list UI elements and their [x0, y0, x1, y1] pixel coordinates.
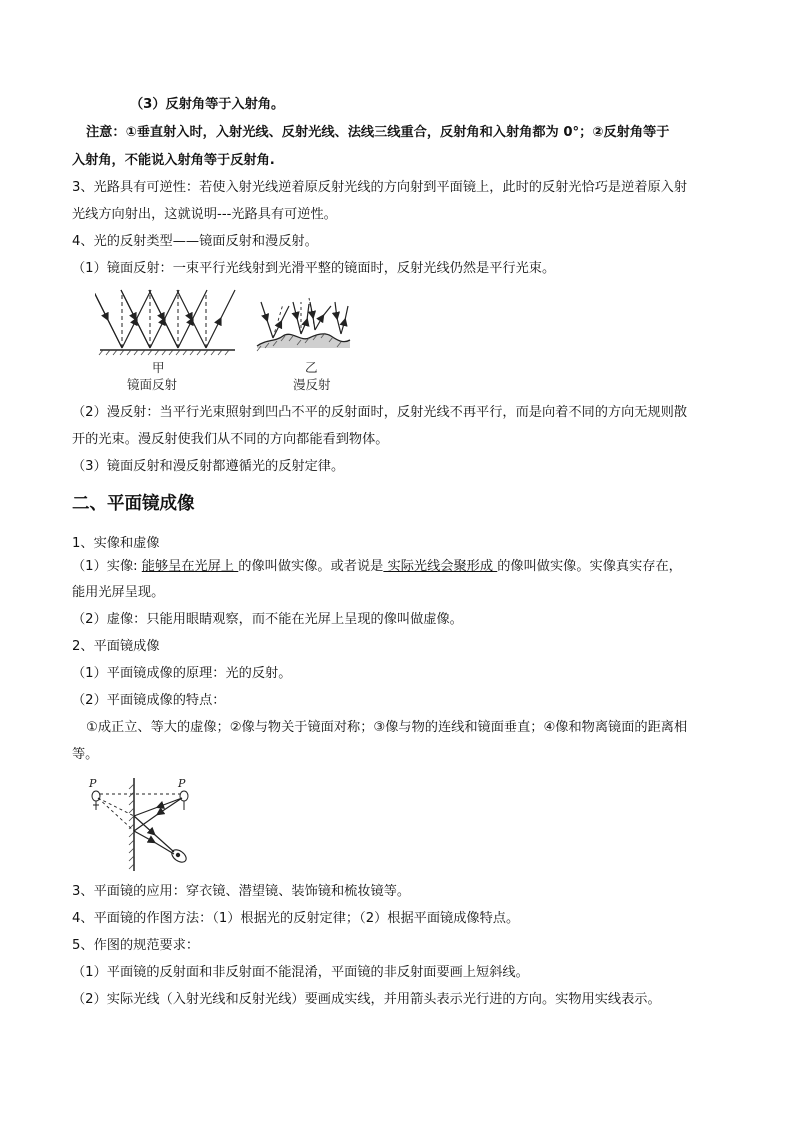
law-line: （3）镜面反射和漫反射都遵循光的反射定律。: [72, 459, 345, 474]
virtual-rays: [98, 798, 134, 831]
virtual-candle: [92, 791, 100, 810]
principle-line: （1）平面镜成像的原理：光的反射。: [72, 666, 292, 681]
note-line-1: [86, 123, 746, 143]
requirement-2: （2）实际光线（入射光线和反射光线）要画成实线，并用箭头表示光行进的方向。实物用实线表示。: [72, 992, 661, 1007]
real-image-line-2: 能用光屏呈现。: [72, 585, 165, 600]
diffuse-line-1: （2）漫反射：当平行光束照射到凹凸不平的反射面时，反射光线不再平行，而是向着不同的方向无规则散: [72, 405, 688, 420]
real-underline-1: 能够呈在光屏上: [141, 559, 239, 574]
note-text-1: ①垂直射入时，入射光线、反射光线、法线三线重合，反射角和入射角都为 0°；②反射角等于: [125, 125, 670, 140]
requirements-heading: 5、作图的规范要求：: [72, 938, 200, 953]
mirror-reflection-text: （1）镜面反射：一束平行光线射到光滑平整的镜面时，反射光线仍然是平行光束。: [72, 261, 556, 276]
figure1-label-a: 甲: [152, 360, 165, 375]
s2-heading: 2、平面镜成像: [72, 639, 160, 654]
real-post: 的像叫做实像。实像真实存在，: [497, 559, 682, 574]
item3-line-2: 光线方向射出，这就说明---光路具有可逆性。: [72, 207, 337, 222]
figure1-label-b: 乙: [305, 360, 318, 375]
section-title-plane-mirror: 二、平面镜成像: [72, 494, 195, 514]
real-underline-2: 实际光线会聚形成: [383, 559, 498, 574]
requirement-1: （1）平面镜的反射面和非反射面不能混淆，平面镜的非反射面要画上短斜线。: [72, 965, 529, 980]
s1-heading: 1、实像和虚像: [72, 536, 160, 551]
real-image-line-1: [72, 557, 732, 577]
diffuse-rays: [261, 302, 348, 338]
features-line: （2）平面镜成像的特点：: [72, 693, 226, 708]
method-line: 4、平面镜的作图方法：（1）根据光的反射定律；（2）根据平面镜成像特点。: [72, 911, 520, 926]
real-candle: [180, 791, 188, 810]
diffuse-line-2: 开的光束。漫反射使我们从不同的方向都能看到物体。: [72, 432, 389, 447]
plane-mirror-figure: [82, 776, 202, 874]
note-line-2: 入射角，不能说入射角等于反射角.: [72, 153, 275, 168]
features-detail-line-1: ①成正立、等大的虚像；②像与物关于镜面对称；③像与物的连线和镜面垂直；④像和物离镜面的距离相: [86, 720, 688, 735]
real-pre: （1）实像:: [72, 559, 142, 574]
figure1-caption-a: 镜面反射: [127, 377, 178, 392]
note-label: 注意：: [86, 125, 126, 140]
specular-mirror: [99, 350, 235, 355]
application-line: 3、平面镜的应用：穿衣镜、潜望镜、装饰镜和梳妆镜等。: [72, 884, 411, 899]
virtual-image-line: （2）虚像：只能用眼睛观察，而不能在光屏上呈现的像叫做虚像。: [72, 612, 463, 627]
mirror: [129, 778, 134, 871]
real-mid: 的像叫做实像。或者说是: [238, 559, 384, 574]
diffuse-surface: [257, 333, 350, 351]
item3-line-1: 3、光路具有可逆性：若使入射光线逆着原反射光线的方向射到平面镜上，此时的反射光恰巧是逆着原入射: [72, 180, 688, 195]
figure1-caption-b: 漫反射: [293, 377, 331, 392]
figure2-label-left: P: [89, 777, 97, 790]
line-reflection-angle: （3）反射角等于入射角。: [130, 97, 285, 112]
real-rays: [134, 798, 182, 854]
item4-heading: 4、光的反射类型——镜面反射和漫反射。: [72, 234, 318, 249]
figure2-label-right: P: [178, 777, 186, 790]
features-detail-line-2: 等。: [72, 747, 99, 762]
